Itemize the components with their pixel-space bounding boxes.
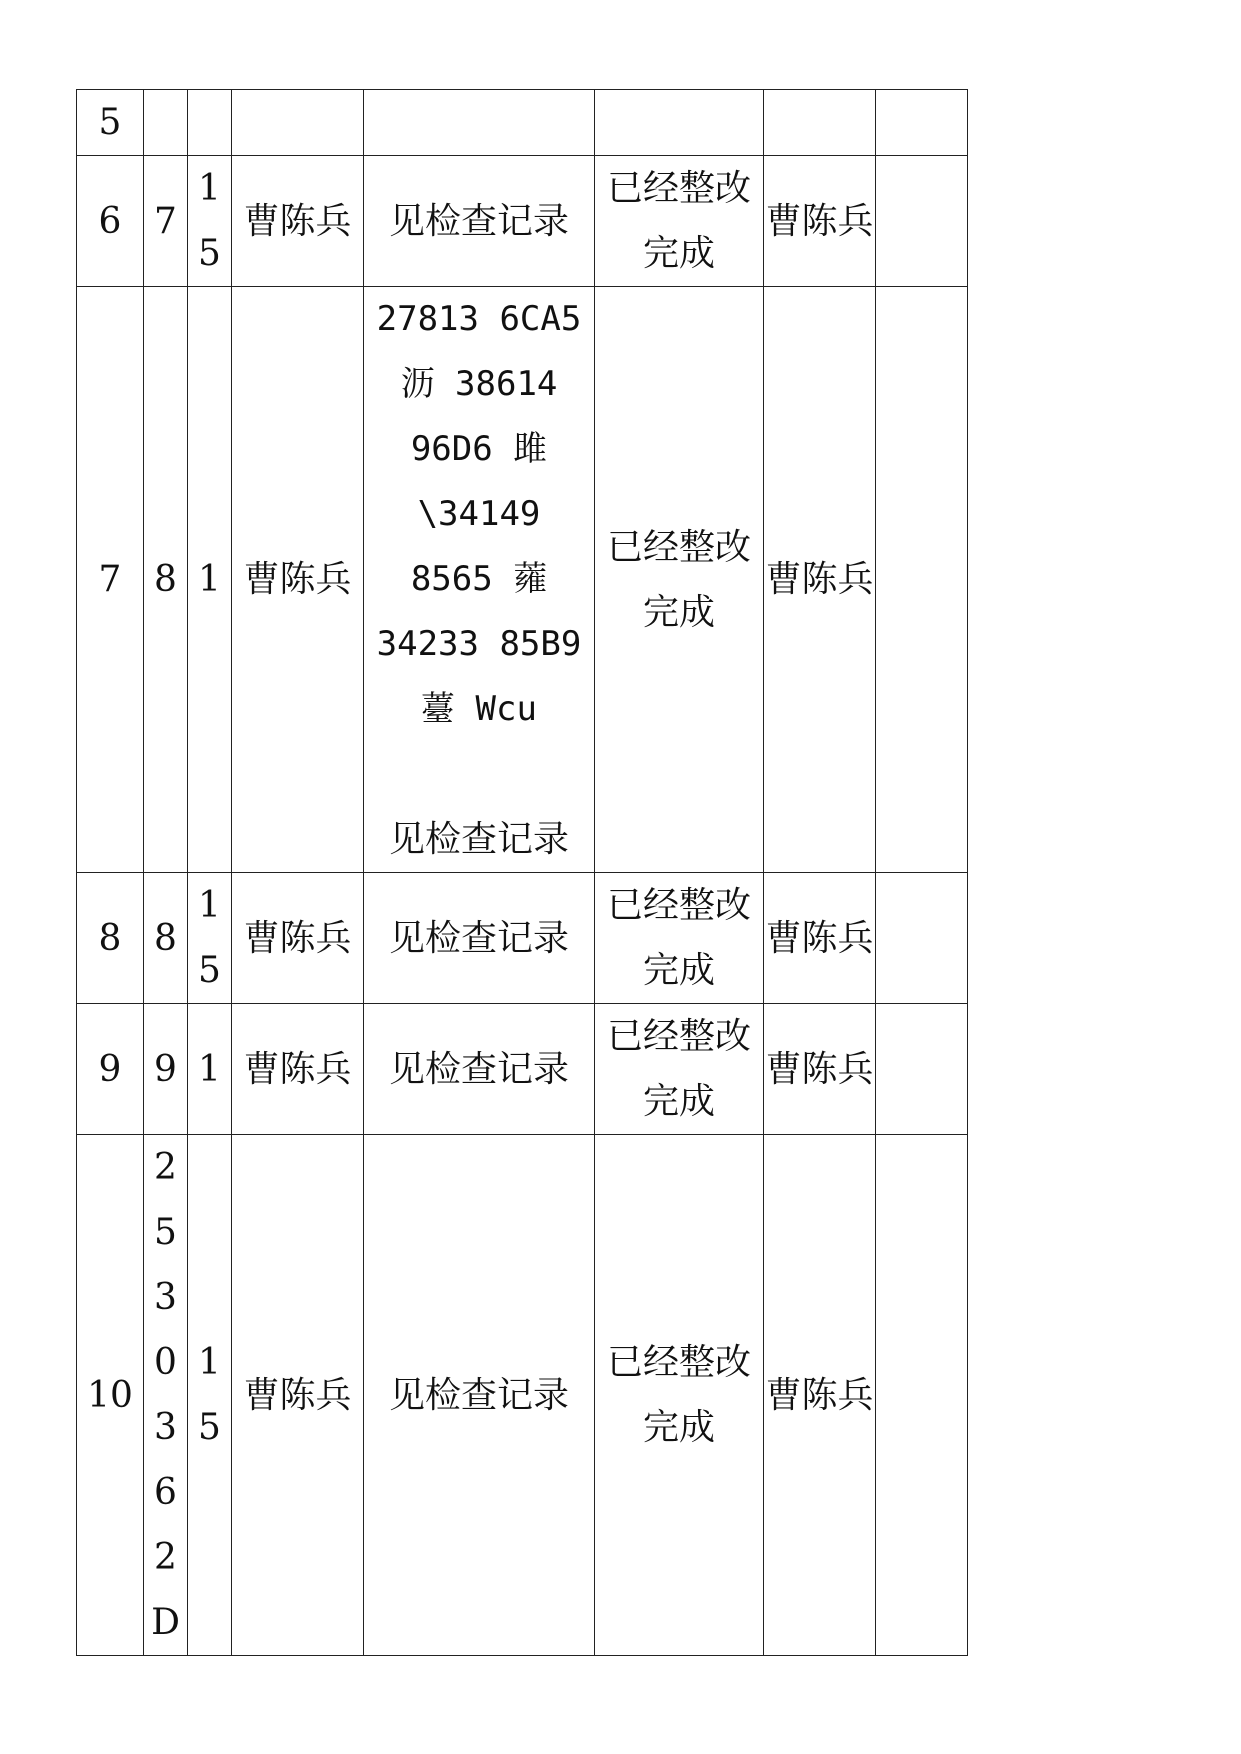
col3-cell: 1 [188, 287, 232, 873]
status-cell: 已经整改完成 [595, 156, 764, 287]
garbled-text-line: 96D6 雎 [410, 429, 548, 469]
blank-line [364, 742, 594, 807]
issue-cell: 见检查记录 [364, 1004, 595, 1135]
col2-cell: 7 [144, 156, 188, 287]
col3-cell: 1 [188, 1004, 232, 1135]
col2-cell [144, 90, 188, 156]
col3-cell: 15 [188, 873, 232, 1004]
inspector-cell: 曹陈兵 [232, 1004, 364, 1135]
inspection-record-table [76, 89, 968, 1656]
table-row [77, 90, 968, 156]
status-cell: 已经整改完成 [595, 1004, 764, 1135]
col3-cell: 15 [188, 1135, 232, 1656]
issue-cell: 见检查记录 [364, 1135, 595, 1656]
garbled-text-line: 沥 38614 [400, 364, 558, 404]
status-cell: 已经整改完成 [595, 287, 764, 873]
status-cell: 已经整改完成 [595, 1135, 764, 1656]
table-row [77, 1135, 968, 1656]
table-row [77, 287, 968, 873]
inspector-cell: 曹陈兵 [232, 1135, 364, 1656]
inspector-cell: 曹陈兵 [232, 873, 364, 1004]
col2-cell: 8 [144, 287, 188, 873]
reviewer-cell: 曹陈兵 [764, 287, 876, 873]
table-row [77, 156, 968, 287]
col2-cell: 8 [144, 873, 188, 1004]
remark-cell [876, 90, 968, 156]
issue-cell: 见检查记录 [364, 873, 595, 1004]
garbled-text-line: \34149 [417, 494, 541, 534]
remark-cell [876, 1004, 968, 1135]
remark-cell [876, 1135, 968, 1656]
col3-cell [188, 90, 232, 156]
col2-cell: 9 [144, 1004, 188, 1135]
seq-cell: 5 [77, 90, 144, 156]
seq-cell: 10 [77, 1135, 144, 1656]
col2-cell: 253036 2D [144, 1135, 188, 1656]
remark-cell [876, 156, 968, 287]
seq-cell: 6 [77, 156, 144, 287]
garbled-text-line: 8565 蕹 [410, 559, 548, 599]
reviewer-cell: 曹陈兵 [764, 1135, 876, 1656]
issue-cell [364, 90, 595, 156]
issue-cell [364, 287, 595, 873]
remark-cell [876, 873, 968, 1004]
col3-cell: 15 [188, 156, 232, 287]
garbled-text-line: 34233 85B9 [376, 624, 582, 664]
status-cell: 已经整改完成 [595, 873, 764, 1004]
reviewer-cell: 曹陈兵 [764, 873, 876, 1004]
garbled-text-line: 27813 6CA5 [376, 299, 582, 339]
reviewer-cell: 曹陈兵 [764, 1004, 876, 1135]
table-row [77, 1004, 968, 1135]
issue-text: 见检查记录 [388, 819, 569, 860]
status-cell [595, 90, 764, 156]
inspector-cell: 曹陈兵 [232, 156, 364, 287]
reviewer-cell: 曹陈兵 [764, 156, 876, 287]
remark-cell [876, 287, 968, 873]
seq-cell: 8 [77, 873, 144, 1004]
issue-cell: 见检查记录 [364, 156, 595, 287]
reviewer-cell [764, 90, 876, 156]
inspector-cell: 曹陈兵 [232, 287, 364, 873]
seq-cell: 9 [77, 1004, 144, 1135]
inspector-cell [232, 90, 364, 156]
garbled-text-line: 薹 Wcu [421, 689, 537, 729]
table-row [77, 873, 968, 1004]
seq-cell: 7 [77, 287, 144, 873]
